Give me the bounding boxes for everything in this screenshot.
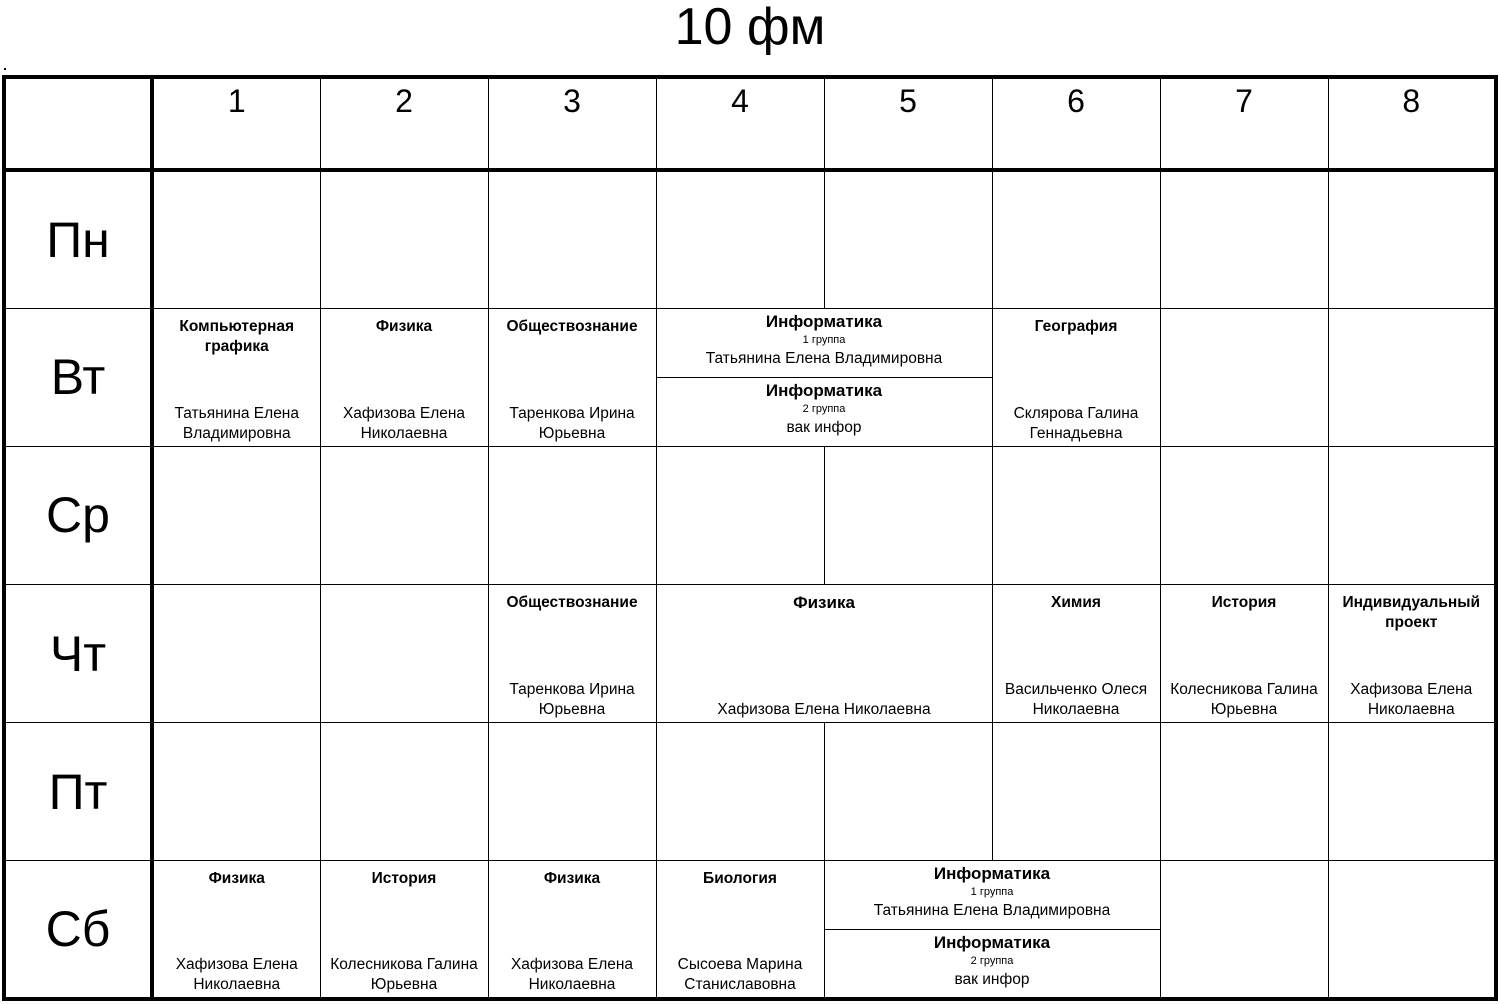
lesson-cell	[488, 308, 656, 446]
day-label: Ср	[4, 446, 152, 584]
lesson-subject: Физика	[543, 870, 601, 888]
empty-cell	[1328, 308, 1496, 446]
lesson-subject: Информатика	[933, 932, 1051, 952]
period-header: 7	[1160, 77, 1328, 170]
split-lesson-cell	[656, 308, 992, 446]
split-lesson-cell	[824, 861, 1160, 999]
lesson-subject: Обществознание	[506, 317, 638, 335]
lesson-subject: История	[1211, 594, 1277, 612]
lesson-teacher: Колесникова Галина Юрьевна	[330, 956, 478, 993]
group-lesson	[657, 309, 992, 378]
lesson-subject: Индивидуальный проект	[1342, 594, 1480, 632]
lesson-cell	[488, 585, 656, 723]
empty-cell	[824, 723, 992, 861]
lesson-teacher: Склярова Галина Геннадьевна	[1013, 404, 1139, 442]
lesson-subject: Информатика	[765, 380, 883, 400]
lesson-teacher: Хафизова Елена Николаевна	[510, 956, 634, 993]
lesson-subject: Обществознание	[506, 594, 638, 612]
empty-cell	[1160, 308, 1328, 446]
day-row-fri	[4, 723, 1496, 861]
lesson-cell	[656, 861, 824, 999]
empty-cell	[656, 723, 824, 861]
empty-cell	[1328, 723, 1496, 861]
day-label: Сб	[4, 861, 152, 999]
lesson-cell	[152, 308, 320, 446]
lesson-subject: Компьютерная графика	[179, 317, 295, 355]
day-label: Пн	[4, 170, 152, 308]
lesson-group: 1 группа	[970, 886, 1014, 899]
header-row	[4, 77, 1496, 170]
empty-cell	[152, 170, 320, 308]
period-header: 6	[992, 77, 1160, 170]
empty-cell	[992, 446, 1160, 584]
day-label: Вт	[4, 308, 152, 446]
empty-cell	[152, 446, 320, 584]
lesson-subject: Физика	[208, 870, 265, 888]
period-header: 4	[656, 77, 824, 170]
empty-cell	[656, 446, 824, 584]
day-label: Пт	[4, 723, 152, 861]
empty-cell	[320, 723, 488, 861]
period-header: 3	[488, 77, 656, 170]
empty-cell	[1328, 446, 1496, 584]
lesson-teacher: Таренкова Ирина Юрьевна	[509, 404, 635, 442]
empty-cell	[656, 170, 824, 308]
group-lesson	[657, 378, 992, 446]
empty-cell	[320, 446, 488, 584]
day-row-tue	[4, 308, 1496, 446]
lesson-cell	[1328, 585, 1496, 723]
lesson-teacher: вак инфор	[954, 970, 1030, 988]
lesson-teacher: Хафизова Елена Николаевна	[342, 404, 466, 442]
lesson-cell	[992, 308, 1160, 446]
empty-cell	[824, 446, 992, 584]
lesson-cell	[152, 861, 320, 999]
empty-cell	[1328, 861, 1496, 999]
stray-dot	[4, 68, 6, 70]
lesson-teacher: Таренкова Ирина Юрьевна	[509, 681, 635, 719]
day-row-wed	[4, 446, 1496, 584]
corner-cell	[4, 77, 152, 170]
page-title: 10 фм	[674, 0, 826, 56]
empty-cell	[320, 170, 488, 308]
empty-cell	[320, 585, 488, 723]
empty-cell	[992, 723, 1160, 861]
lesson-subject: Биология	[703, 870, 777, 888]
empty-cell	[152, 585, 320, 723]
lesson-group: 1 группа	[802, 333, 846, 346]
lesson-teacher: Сысоева Марина Станиславовна	[677, 956, 803, 993]
lesson-subject: Физика	[793, 593, 855, 613]
lesson-cell	[320, 308, 488, 446]
lesson-subject: Химия	[1051, 594, 1101, 612]
day-row-sat	[4, 861, 1496, 999]
empty-cell	[152, 723, 320, 861]
lesson-teacher: Хафизова Елена Николаевна	[717, 701, 931, 719]
empty-cell	[488, 170, 656, 308]
period-header: 1	[152, 77, 320, 170]
group-lesson	[825, 861, 1160, 929]
lesson-teacher: вак инфор	[786, 418, 862, 436]
period-header: 5	[824, 77, 992, 170]
empty-cell	[1160, 170, 1328, 308]
lesson-group: 2 группа	[802, 402, 846, 415]
lesson-teacher: Колесникова Галина Юрьевна	[1170, 681, 1318, 719]
lesson-cell	[488, 861, 656, 999]
lesson-teacher: Хафизова Елена Николаевна	[175, 956, 298, 993]
group-lesson	[825, 930, 1160, 997]
day-row-thu	[4, 585, 1496, 723]
lesson-cell	[992, 585, 1160, 723]
lesson-cell	[320, 861, 488, 999]
lesson-subject: Информатика	[765, 311, 883, 331]
empty-cell	[824, 170, 992, 308]
empty-cell	[488, 723, 656, 861]
schedule-table	[2, 75, 1498, 1001]
lesson-subject: История	[371, 870, 437, 888]
lesson-subject: География	[1034, 317, 1118, 335]
lesson-teacher: Татьянина Елена Владимировна	[873, 902, 1111, 920]
lesson-teacher: Татьянина Елена Владимировна	[705, 349, 943, 367]
day-row-mon	[4, 170, 1496, 308]
period-header: 8	[1328, 77, 1496, 170]
empty-cell	[488, 446, 656, 584]
lesson-subject: Информатика	[933, 864, 1051, 884]
period-header: 2	[320, 77, 488, 170]
lesson-teacher: Хафизова Елена Николаевна	[1350, 681, 1473, 719]
empty-cell	[1160, 861, 1328, 999]
lesson-teacher: Татьянина Елена Владимировна	[174, 404, 299, 442]
empty-cell	[1160, 446, 1328, 584]
lesson-subject: Физика	[375, 317, 433, 335]
day-label: Чт	[4, 585, 152, 723]
empty-cell	[1328, 170, 1496, 308]
lesson-group: 2 группа	[970, 954, 1014, 967]
empty-cell	[1160, 723, 1328, 861]
lesson-cell	[1160, 585, 1328, 723]
lesson-teacher: Васильченко Олеся Николаевна	[1004, 681, 1148, 719]
empty-cell	[992, 170, 1160, 308]
lesson-cell	[656, 585, 992, 723]
